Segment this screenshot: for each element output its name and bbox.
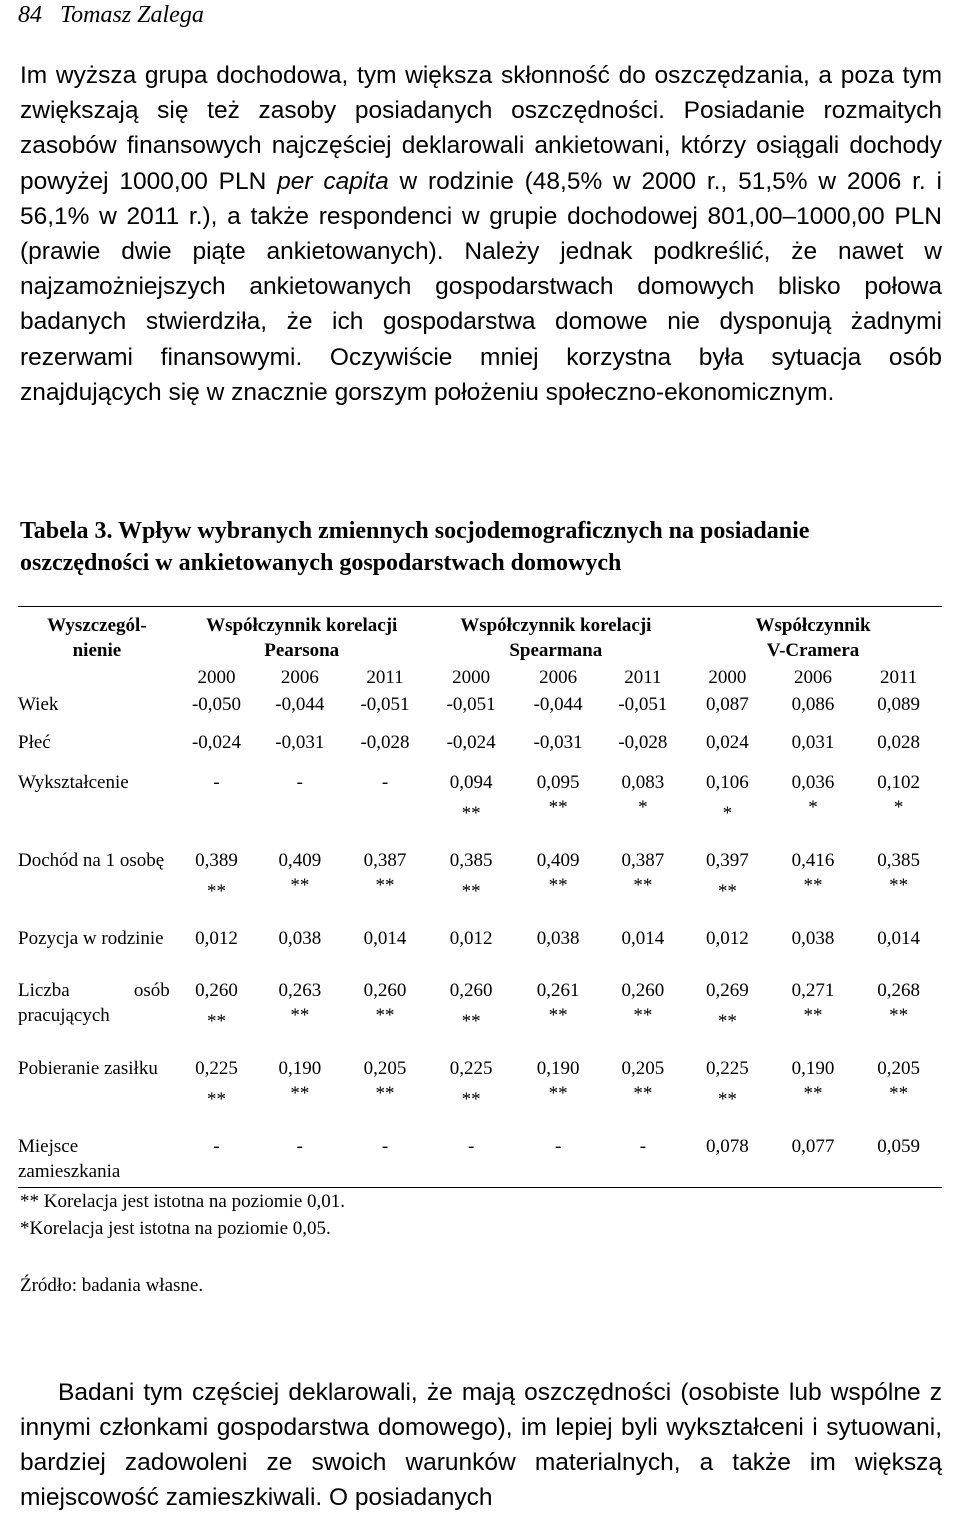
table-cell bbox=[602, 978, 684, 1056]
table-cell bbox=[602, 730, 684, 770]
row-label: Płeć bbox=[18, 732, 51, 753]
significance-marker: ** bbox=[633, 1005, 653, 1026]
table-cell bbox=[855, 1056, 942, 1134]
table-cell bbox=[602, 690, 684, 730]
significance-marker: ** bbox=[375, 1083, 395, 1104]
row-label: Liczba osób pracujących bbox=[18, 980, 170, 1026]
table-cell bbox=[257, 770, 342, 848]
table-cell bbox=[684, 690, 771, 730]
cell-value: 0,089 bbox=[877, 694, 921, 715]
significance-marker: ** bbox=[717, 1089, 737, 1110]
year-header: 2006 bbox=[539, 667, 578, 688]
year-header: 2011 bbox=[366, 667, 404, 688]
table-cell bbox=[515, 730, 602, 770]
cell-value: 0,014 bbox=[877, 928, 921, 949]
table-cell bbox=[257, 1056, 342, 1134]
cell-value: 0,095 bbox=[536, 772, 580, 793]
table-cell bbox=[771, 770, 856, 848]
cell-value: 0,014 bbox=[363, 928, 407, 949]
row-label: Miejsce zamieszkania bbox=[18, 1136, 121, 1182]
cell-value: 0,205 bbox=[877, 1058, 921, 1079]
table-cell bbox=[515, 926, 602, 978]
cell-value: - bbox=[381, 1136, 389, 1157]
significance-marker: ** bbox=[290, 875, 310, 896]
table-cell bbox=[771, 730, 856, 770]
significance-marker: ** bbox=[889, 875, 909, 896]
year-header: 2000 bbox=[197, 667, 236, 688]
cell-value: 0,014 bbox=[621, 928, 665, 949]
significance-marker: ** bbox=[803, 875, 823, 896]
year-header: 2000 bbox=[708, 667, 747, 688]
significance-marker: ** bbox=[548, 1083, 568, 1104]
row-label: Pozycja w rodzinie bbox=[18, 928, 164, 949]
cell-value: 0,260 bbox=[449, 980, 493, 1001]
table-cell bbox=[257, 848, 342, 926]
table-cell bbox=[257, 690, 342, 730]
cell-value: 0,271 bbox=[791, 980, 835, 1001]
table-cell bbox=[428, 730, 515, 770]
significance-marker: ** bbox=[290, 1083, 310, 1104]
cell-value: - bbox=[213, 1136, 220, 1157]
cell-value: 0,409 bbox=[536, 850, 580, 871]
row-label: Wiek bbox=[18, 694, 59, 715]
significance-marker: ** bbox=[461, 803, 481, 824]
significance-marker: ** bbox=[207, 1011, 227, 1032]
table-cell bbox=[176, 770, 257, 848]
cell-value: 0,083 bbox=[621, 772, 665, 793]
cell-value: 0,012 bbox=[195, 928, 238, 949]
significance-marker: ** bbox=[548, 797, 568, 818]
significance-marker: ** bbox=[290, 1005, 310, 1026]
table-cell bbox=[515, 848, 602, 926]
significance-marker: * bbox=[808, 797, 818, 818]
cell-value: -0,031 bbox=[275, 732, 325, 753]
cell-value: 0,205 bbox=[621, 1058, 665, 1079]
table-cell bbox=[176, 1056, 257, 1134]
cell-value: 0,385 bbox=[877, 850, 921, 871]
table-cell bbox=[428, 848, 515, 926]
table-cell bbox=[684, 770, 771, 848]
cell-value: - bbox=[639, 1136, 647, 1157]
cell-value: - bbox=[296, 1136, 303, 1157]
cell-value: 0,036 bbox=[791, 772, 835, 793]
table-cell bbox=[176, 690, 257, 730]
significance-marker: ** bbox=[889, 1005, 909, 1026]
cell-value: -0,044 bbox=[275, 694, 325, 715]
cell-value: -0,031 bbox=[533, 732, 583, 753]
year-header: 2006 bbox=[280, 667, 319, 688]
table-cell bbox=[428, 926, 515, 978]
table-cell bbox=[257, 730, 342, 770]
cell-value: 0,385 bbox=[449, 850, 493, 871]
table-row bbox=[18, 848, 942, 926]
table-cell bbox=[771, 1056, 856, 1134]
cell-value: 0,078 bbox=[705, 1136, 749, 1157]
table-row bbox=[18, 770, 942, 848]
cell-value: 0,059 bbox=[877, 1136, 921, 1157]
cell-value: -0,044 bbox=[533, 694, 583, 715]
table-cell bbox=[855, 730, 942, 770]
table-cell bbox=[602, 926, 684, 978]
table-cell bbox=[855, 690, 942, 730]
table-cell bbox=[176, 730, 257, 770]
significance-marker: * bbox=[893, 797, 904, 818]
table-cell bbox=[602, 770, 684, 848]
cell-value: - bbox=[213, 772, 220, 793]
row-label: Pobieranie zasiłku bbox=[18, 1058, 158, 1079]
table-cell bbox=[515, 1056, 602, 1134]
table-cell bbox=[855, 848, 942, 926]
significance-marker: ** bbox=[889, 1083, 909, 1104]
table-cell bbox=[684, 1134, 771, 1186]
table-cell bbox=[684, 978, 771, 1056]
table-cell bbox=[342, 730, 427, 770]
cell-value: 0,269 bbox=[705, 980, 749, 1001]
cell-value: -0,024 bbox=[446, 732, 496, 753]
table-caption: Tabela 3. Wpływ wybranych zmiennych socjodemograficznych na posiadanie oszczędności w ankietowanych gospodarstwach domowych bbox=[20, 518, 810, 576]
table-cell bbox=[342, 1056, 427, 1134]
cell-value: 0,024 bbox=[705, 732, 749, 753]
table-row bbox=[18, 690, 942, 730]
cell-value: 0,012 bbox=[705, 928, 749, 949]
table-cell bbox=[855, 1134, 942, 1186]
row-label: Dochód na 1 osobę bbox=[18, 850, 165, 871]
cell-value: 0,038 bbox=[791, 928, 835, 949]
table-cell bbox=[176, 1134, 257, 1186]
table-cell bbox=[515, 770, 602, 848]
year-header: 2011 bbox=[880, 667, 918, 688]
cell-value: 0,260 bbox=[363, 980, 407, 1001]
table-cell bbox=[428, 978, 515, 1056]
table-cell bbox=[515, 978, 602, 1056]
year-header: 2006 bbox=[793, 667, 832, 688]
table-header-row bbox=[18, 607, 942, 664]
cell-value: 0,087 bbox=[705, 694, 749, 715]
table-cell bbox=[602, 1134, 684, 1186]
table-cell bbox=[257, 978, 342, 1056]
table-cell bbox=[342, 770, 427, 848]
table-cell bbox=[771, 1134, 856, 1186]
body-paragraph-1: Im wyższa grupa dochodowa, tym większa skłonność do oszczędzania, a poza tym zwiększają się też zasoby posiadanych oszczędności. Posiadanie rozmaitych zasobów finansowych najczęściej deklarowali ankietowani, którzy osiągali dochody powyżej 1000,00 PLN per capita w rodzinie (48,5% w 2000 r., 51,5% w 2006 r. i 56,1% w 2011 r.), a także respondenci w grupie dochodowej 801,00–1000,00 PLN (prawie dwie piąte ankietowanych). Należy jednak podkreślić, że nawet w najzamożniejszych ankietowanych gospodarstwach domowych blisko połowa badanych stwierdziła, że ich gospodarstwa domowe nie dysponują żadnymi rezerwami finansowymi. Oczywiście mniej korzystna była sytuacja osób znajdujących się w znacznie gorszym położeniu społeczno-ekonomicznym. bbox=[20, 62, 942, 406]
table-cell bbox=[684, 848, 771, 926]
table-cell bbox=[771, 978, 856, 1056]
cell-value: 0,028 bbox=[877, 732, 921, 753]
significance-marker: * bbox=[638, 797, 648, 818]
page-number: 84 bbox=[18, 2, 42, 28]
table-cell bbox=[515, 690, 602, 730]
cell-value: - bbox=[381, 772, 389, 793]
cell-value: -0,028 bbox=[360, 732, 410, 753]
table-cell bbox=[515, 1134, 602, 1186]
significance-marker: ** bbox=[548, 875, 568, 896]
cell-value: 0,397 bbox=[705, 850, 749, 871]
significance-marker: ** bbox=[461, 881, 481, 902]
table-cell bbox=[342, 690, 427, 730]
cell-value: 0,225 bbox=[195, 1058, 238, 1079]
cell-value: 0,086 bbox=[791, 694, 835, 715]
group-header-spearman: Współczynnik korelacji Spearmana bbox=[428, 607, 684, 664]
significance-marker: ** bbox=[207, 881, 227, 902]
significance-marker: ** bbox=[461, 1011, 481, 1032]
cell-value: - bbox=[554, 1136, 562, 1157]
cell-value: 0,077 bbox=[791, 1136, 835, 1157]
note-significance-001: ** Korelacja jest istotna na poziomie 0,01. bbox=[20, 1191, 346, 1212]
cell-value: 0,268 bbox=[877, 980, 921, 1001]
table-cell bbox=[342, 848, 427, 926]
table-cell bbox=[176, 848, 257, 926]
table-cell bbox=[428, 1134, 515, 1186]
cell-value: 0,387 bbox=[621, 850, 665, 871]
significance-marker: ** bbox=[633, 875, 653, 896]
cell-value: 0,038 bbox=[278, 928, 322, 949]
significance-marker: ** bbox=[717, 1011, 737, 1032]
cell-value: -0,028 bbox=[618, 732, 668, 753]
cell-value: -0,024 bbox=[191, 732, 242, 753]
year-header: 2011 bbox=[624, 667, 662, 688]
table-row bbox=[18, 926, 942, 978]
significance-marker: ** bbox=[461, 1089, 481, 1110]
table-cell bbox=[342, 1134, 427, 1186]
table-row bbox=[18, 1056, 942, 1134]
table-cell bbox=[602, 848, 684, 926]
table-source: Źródło: badania własne. bbox=[20, 1275, 204, 1296]
table-cell bbox=[428, 770, 515, 848]
significance-marker: * bbox=[722, 803, 733, 824]
group-header-pearson: Współczynnik korelacji Pearsona bbox=[176, 607, 428, 664]
cell-value: 0,260 bbox=[195, 980, 238, 1001]
cell-value: 0,038 bbox=[536, 928, 580, 949]
cell-value: 0,190 bbox=[278, 1058, 322, 1079]
table-cell bbox=[771, 926, 856, 978]
cell-value: - bbox=[467, 1136, 475, 1157]
cell-value: 0,261 bbox=[536, 980, 580, 1001]
cell-value: 0,012 bbox=[449, 928, 493, 949]
table-cell bbox=[176, 978, 257, 1056]
data-table bbox=[18, 606, 942, 1186]
significance-marker: ** bbox=[375, 1005, 395, 1026]
table-cell bbox=[855, 926, 942, 978]
table-cell bbox=[342, 978, 427, 1056]
cell-value: 0,225 bbox=[705, 1058, 749, 1079]
significance-marker: ** bbox=[803, 1083, 823, 1104]
table-cell bbox=[428, 1056, 515, 1134]
table-cell bbox=[684, 1056, 771, 1134]
table-cell bbox=[257, 1134, 342, 1186]
cell-value: 0,387 bbox=[363, 850, 407, 871]
running-head-author: Tomasz Zalega bbox=[60, 2, 204, 28]
table-row bbox=[18, 1134, 942, 1186]
row-label: Wykształcenie bbox=[18, 772, 129, 793]
table-cell bbox=[342, 926, 427, 978]
cell-value: 0,205 bbox=[363, 1058, 407, 1079]
table-cell bbox=[855, 978, 942, 1056]
group-header-cramer: Współczynnik V-Cramera bbox=[684, 607, 942, 664]
cell-value: 0,409 bbox=[278, 850, 322, 871]
stub-header: Wyszczegól- nienie bbox=[18, 607, 176, 691]
significance-marker: ** bbox=[803, 1005, 823, 1026]
cell-value: 0,260 bbox=[621, 980, 665, 1001]
body-paragraph-2: Badani tym częściej deklarowali, że mają oszczędności (osobiste lub wspólne z innymi członkami gospodarstwa domowego), im lepiej byli wykształceni i sytuowani, bardziej zadowoleni ze swoich warunków materialnych, a także im większą miejscowość zamieszkiwali. O posiadanych bbox=[20, 1379, 942, 1511]
cell-value: 0,106 bbox=[705, 772, 749, 793]
table-cell bbox=[684, 926, 771, 978]
significance-marker: ** bbox=[207, 1089, 227, 1110]
table-cell bbox=[602, 1056, 684, 1134]
table-row bbox=[18, 978, 942, 1056]
cell-value: -0,051 bbox=[446, 694, 496, 715]
table-cell bbox=[176, 926, 257, 978]
cell-value: 0,225 bbox=[449, 1058, 493, 1079]
cell-value: 0,263 bbox=[278, 980, 322, 1001]
cell-value: 0,416 bbox=[791, 850, 835, 871]
cell-value: -0,050 bbox=[191, 694, 242, 715]
cell-value: 0,031 bbox=[791, 732, 835, 753]
table-cell bbox=[855, 770, 942, 848]
cell-value: - bbox=[296, 772, 303, 793]
table-cell bbox=[684, 730, 771, 770]
table-cell bbox=[771, 690, 856, 730]
page-header bbox=[18, 2, 204, 29]
year-header: 2000 bbox=[452, 667, 491, 688]
significance-marker: ** bbox=[717, 881, 737, 902]
significance-marker: ** bbox=[548, 1005, 568, 1026]
table-cell bbox=[771, 848, 856, 926]
cell-value: -0,051 bbox=[618, 694, 668, 715]
table-notes bbox=[20, 1188, 345, 1242]
significance-marker: ** bbox=[633, 1083, 653, 1104]
significance-marker: ** bbox=[375, 875, 395, 896]
cell-value: 0,094 bbox=[449, 772, 493, 793]
note-significance-005: *Korelacja jest istotna na poziomie 0,05. bbox=[20, 1218, 331, 1239]
table-row bbox=[18, 730, 942, 770]
table-cell bbox=[257, 926, 342, 978]
table-cell bbox=[428, 690, 515, 730]
cell-value: 0,102 bbox=[877, 772, 921, 793]
cell-value: -0,051 bbox=[360, 694, 410, 715]
cell-value: 0,389 bbox=[195, 850, 238, 871]
cell-value: 0,190 bbox=[536, 1058, 580, 1079]
cell-value: 0,190 bbox=[791, 1058, 835, 1079]
